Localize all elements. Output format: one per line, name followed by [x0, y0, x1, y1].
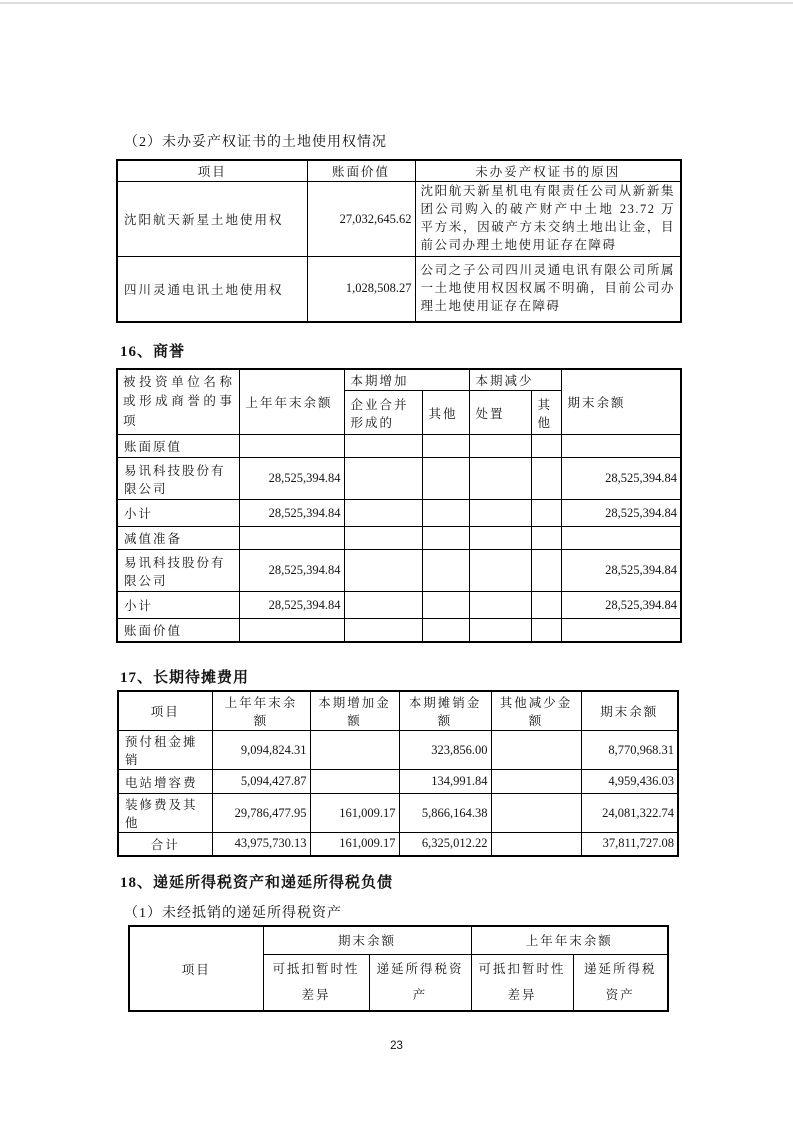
- table-row: [117, 550, 681, 592]
- table-cell: [344, 435, 422, 458]
- table-cell: 28,525,394.84: [561, 500, 681, 527]
- table-cell: [531, 592, 561, 619]
- table-cell-item: 账面价值: [117, 619, 239, 642]
- table-cell-item: 预付租金摊销: [118, 731, 212, 770]
- table-header-row: [118, 691, 678, 731]
- table-row: [117, 592, 681, 619]
- deferred-expense-table: [117, 690, 679, 857]
- goodwill-table: [116, 368, 682, 643]
- table-cell-item: 易讯科技股份有限公司: [117, 458, 239, 500]
- table-cell-item: 账面原值: [117, 435, 239, 458]
- table-cell: 28,525,394.84: [239, 592, 344, 619]
- table-cell: 28,525,394.84: [239, 500, 344, 527]
- table-cell: [344, 527, 422, 550]
- table-cell: 9,094,824.31: [212, 731, 310, 770]
- column-header-disposal: 处置: [469, 391, 531, 435]
- table-cell: 43,975,730.13: [212, 833, 310, 856]
- table-cell: [491, 833, 581, 856]
- column-header-amortized: 本期摊销金额: [399, 691, 491, 731]
- table-cell: [239, 619, 344, 642]
- table-cell: [469, 592, 531, 619]
- table-cell: 28,525,394.84: [561, 550, 681, 592]
- table-cell: [239, 435, 344, 458]
- table-cell: [469, 527, 531, 550]
- column-header-end-balance-group: 期末余额: [263, 926, 471, 954]
- table-cell: [469, 500, 531, 527]
- column-header-increase-group: 本期增加: [344, 369, 469, 391]
- table-cell: 37,811,727.08: [581, 833, 678, 856]
- column-header-deductible-diff: 可抵扣暂时性差异: [263, 954, 369, 1011]
- column-header-investee: 被投资单位名称或形成商誉的事项: [117, 369, 239, 435]
- table-cell: [531, 550, 561, 592]
- table-cell: [531, 527, 561, 550]
- table-cell: 28,525,394.84: [239, 458, 344, 500]
- table-row: [117, 527, 681, 550]
- column-header-decrease-other: 其他: [531, 391, 561, 435]
- land-use-rights-table: [116, 159, 682, 323]
- table-cell: [422, 435, 469, 458]
- table-cell: 161,009.17: [310, 833, 399, 856]
- table-cell: 6,325,012.22: [399, 833, 491, 856]
- table-row: [118, 794, 678, 833]
- table-cell: 4,959,436.03: [581, 770, 678, 794]
- table-header-row: [129, 926, 668, 954]
- table-cell: [531, 458, 561, 500]
- table-cell: [491, 794, 581, 833]
- table-cell-item: 电站增容费: [118, 770, 212, 794]
- table-cell: 8,770,968.31: [581, 731, 678, 770]
- table-row: [118, 731, 678, 770]
- table-row: [118, 833, 678, 856]
- table-row: [117, 257, 681, 322]
- table-cell: [310, 731, 399, 770]
- table-cell-item: 易讯科技股份有限公司: [117, 550, 239, 592]
- table-cell: [422, 550, 469, 592]
- table-cell: [422, 527, 469, 550]
- table-row: [118, 770, 678, 794]
- table-header-row: [117, 160, 681, 182]
- table-cell: 134,991.84: [399, 770, 491, 794]
- table-cell-item: 四川灵通电讯土地使用权: [117, 257, 307, 322]
- column-header-decrease-group: 本期减少: [469, 369, 561, 391]
- goodwill-section-title: 16、商誉: [120, 344, 186, 360]
- column-header-reason: 未办妥产权证书的原因: [415, 160, 681, 182]
- table-cell: [561, 435, 681, 458]
- column-header-prev-balance: 上年年末余额: [212, 691, 310, 731]
- table-cell-item: 小计: [117, 592, 239, 619]
- table-cell: 5,866,164.38: [399, 794, 491, 833]
- scan-artifact-line: [0, 2, 793, 4]
- table-cell: [344, 550, 422, 592]
- table-cell: [469, 435, 531, 458]
- table-cell: [491, 770, 581, 794]
- deferred-expense-section-title: 17、长期待摊费用: [120, 670, 250, 686]
- table-cell-item: 沈阳航天新星土地使用权: [117, 182, 307, 257]
- table-row: [117, 458, 681, 500]
- table-cell: [561, 619, 681, 642]
- table-cell: [239, 527, 344, 550]
- table-cell: 28,525,394.84: [239, 550, 344, 592]
- table-cell-value: 27,032,645.62: [307, 182, 415, 257]
- table-cell: [344, 619, 422, 642]
- table-cell: [469, 619, 531, 642]
- table-cell: [344, 500, 422, 527]
- table-cell: [344, 458, 422, 500]
- table-cell: 28,525,394.84: [561, 592, 681, 619]
- deferred-tax-table: [128, 925, 669, 1012]
- column-header-increase: 本期增加金额: [310, 691, 399, 731]
- column-header-item: 项目: [129, 926, 263, 1011]
- column-header-end-balance: 期末余额: [581, 691, 678, 731]
- table-cell: [531, 500, 561, 527]
- table-cell: [422, 500, 469, 527]
- table-cell: [422, 619, 469, 642]
- table-cell-value: 1,028,508.27: [307, 257, 415, 322]
- table-row: [117, 182, 681, 257]
- table-cell: [531, 619, 561, 642]
- deferred-tax-section-title: 18、递延所得税资产和递延所得税负债: [120, 875, 394, 891]
- table-cell-total-label: 合计: [118, 833, 212, 856]
- table-cell: [310, 770, 399, 794]
- table-cell: 161,009.17: [310, 794, 399, 833]
- table-cell-item: 减值准备: [117, 527, 239, 550]
- table-cell: 5,094,427.87: [212, 770, 310, 794]
- column-header-increase-other: 其他: [422, 391, 469, 435]
- table-cell-item: 小计: [117, 500, 239, 527]
- table-cell: 28,525,394.84: [561, 458, 681, 500]
- table-cell-item: 装修费及其他: [118, 794, 212, 833]
- column-header-tax-asset: 递延所得税资产: [573, 954, 668, 1011]
- table-cell: [344, 592, 422, 619]
- column-header-book-value: 账面价值: [307, 160, 415, 182]
- table-cell: 24,081,322.74: [581, 794, 678, 833]
- table-cell-reason: 公司之子公司四川灵通电讯有限公司所属一土地使用权因权属不明确，目前公司办理土地使用证存在障碍: [415, 257, 681, 322]
- land-use-rights-subtitle: （2）未办妥产权证书的土地使用权情况: [124, 135, 387, 150]
- table-row: [117, 619, 681, 642]
- column-header-deductible-diff: 可抵扣暂时性差异: [471, 954, 573, 1011]
- table-header-row: [117, 369, 681, 391]
- table-cell-reason: 沈阳航天新星机电有限责任公司从新新集团公司购入的破产财产中土地 23.72 万平方米，因破产方未交纳土地出让金，目前公司办理土地使用证存在障碍: [415, 182, 681, 257]
- table-cell: [422, 458, 469, 500]
- column-header-end-balance: 期末余额: [561, 369, 681, 435]
- column-header-prev-balance-group: 上年年末余额: [471, 926, 668, 954]
- table-cell: [469, 458, 531, 500]
- column-header-prev-balance: 上年年末余额: [239, 369, 344, 435]
- table-cell: [531, 435, 561, 458]
- deferred-tax-subtitle: （1）未经抵销的递延所得税资产: [124, 906, 342, 921]
- table-cell: [469, 550, 531, 592]
- column-header-tax-asset: 递延所得税资产: [369, 954, 471, 1011]
- table-row: [117, 500, 681, 527]
- column-header-merge-formed: 企业合并形成的: [344, 391, 422, 435]
- column-header-other-decrease: 其他减少金额: [491, 691, 581, 731]
- column-header-item: 项目: [118, 691, 212, 731]
- page-number: 23: [390, 1040, 403, 1052]
- table-row: [117, 435, 681, 458]
- table-cell: [561, 527, 681, 550]
- column-header-item: 项目: [117, 160, 307, 182]
- table-cell: 323,856.00: [399, 731, 491, 770]
- table-cell: [422, 592, 469, 619]
- table-cell: [491, 731, 581, 770]
- table-cell: 29,786,477.95: [212, 794, 310, 833]
